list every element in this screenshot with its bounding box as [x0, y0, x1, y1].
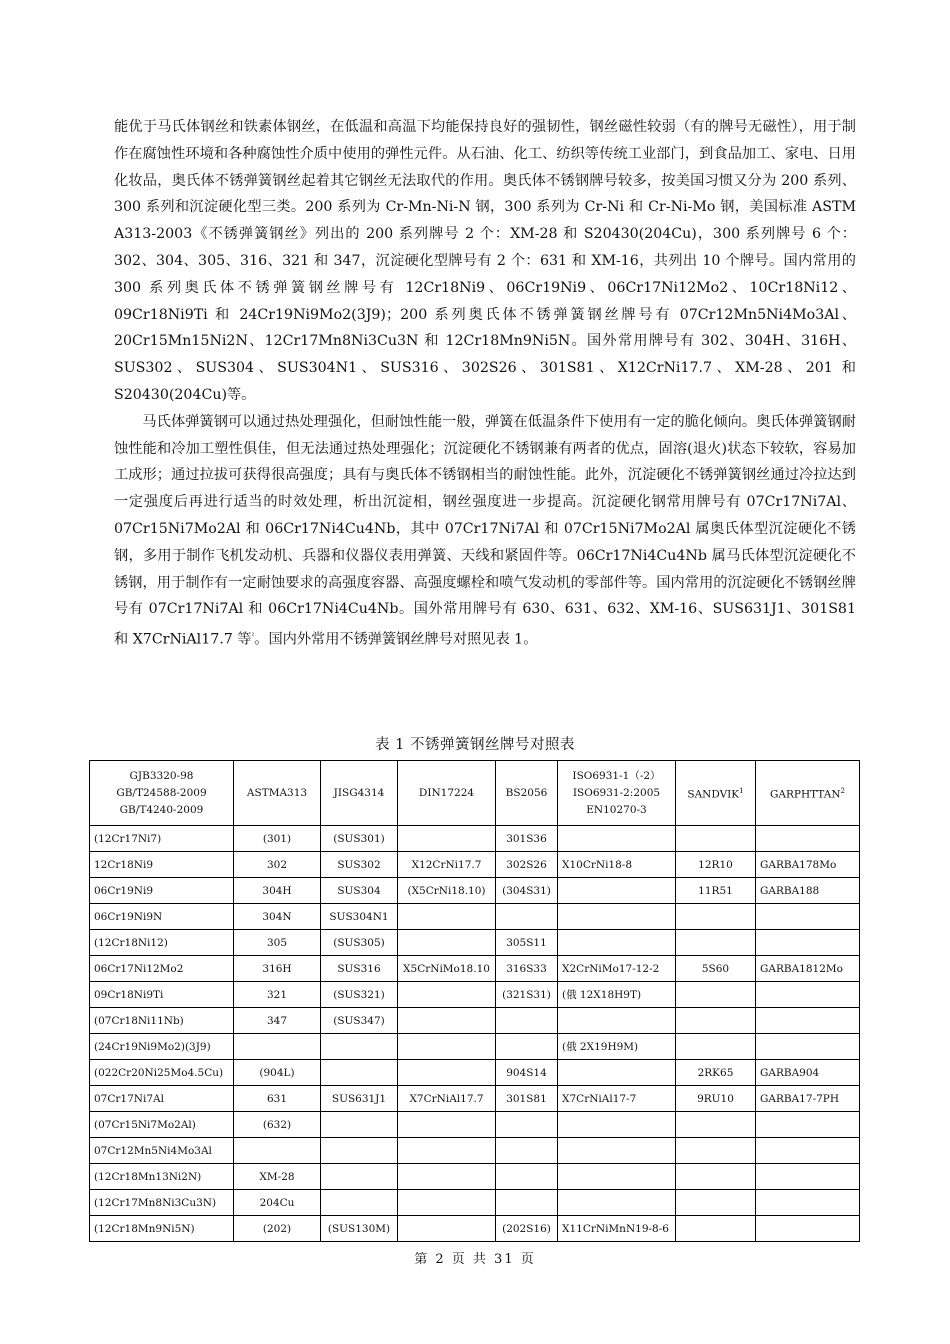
- table-cell: (SUS347): [321, 1008, 398, 1034]
- table-cell: 316H: [234, 956, 321, 982]
- table-cell: [558, 904, 676, 930]
- table-cell: [756, 1112, 860, 1138]
- table-cell: [756, 982, 860, 1008]
- table-cell: [398, 1164, 496, 1190]
- table-cell: XM-28: [234, 1164, 321, 1190]
- table-row: [90, 1190, 860, 1216]
- table-caption: 表 1 不锈弹簧钢丝牌号对照表: [375, 737, 575, 753]
- table-cell: [676, 1190, 756, 1216]
- table-cell: [321, 1138, 398, 1164]
- table-cell: 631: [234, 1086, 321, 1112]
- column-header: [90, 761, 234, 826]
- table-cell: (202S16): [496, 1216, 558, 1242]
- column-header: [398, 761, 496, 826]
- table-cell: (904L): [234, 1060, 321, 1086]
- table-cell: (SUS130M): [321, 1216, 398, 1242]
- table-row: [90, 982, 860, 1008]
- table-cell: 2RK65: [676, 1060, 756, 1086]
- table-cell: [234, 1034, 321, 1060]
- paragraph-austenitic: 能优于马氏体钢丝和铁素体钢丝，在低温和高温下均能保持良好的强韧性，钢丝磁性较弱（有的牌号无磁性），用于制作在腐蚀性环境和各种腐蚀性介质中使用的弹性元件。从石油、化工、纺织等传统工业部门，到食品加工、家电、日用化妆品，奥氏体不锈弹簧钢丝起着其它钢丝无法取代的作用。奥氏体不锈钢牌号较多，按美国习惯又分为 200 系列、300 系列和沉淀硬化型三类。200 系列为 Cr-Mn-Ni-N 钢，300 系列为 Cr-Ni 和 Cr-Ni-Mo 钢，美国标准 ASTM A313-2003《不锈弹簧钢丝》列出的 200 系列牌号 2 个：XM-28 和 S20430(204Cu)，300 系列牌号 6 个：302、304、305、316、321 和 347，沉淀硬化型牌号有 2 个：631 和 XM-16，共列出 10 个牌号。国内常用的 300 系列奥氏体不锈弹簧钢丝牌号有 12Cr18Ni9、06Cr19Ni9、06Cr17Ni12Mo2、10Cr18Ni12、09Cr18Ni9Ti 和 24Cr19Ni9Mo2(3J9)；200 系列奥氏体不锈弹簧钢丝牌号有 07Cr12Mn5Ni4Mo3Al、20Cr15Mn15Ni2N、12Cr17Mn8Ni3Cu3N 和 12Cr18Mn9Ni5N。国外常用牌号有 302、304H、316H、SUS302、SUS304、SUS304N1、SUS316、302S26、301S81、X12CrNi17.7、XM-28、201 和 S20430(204Cu)等。: [114, 119, 856, 403]
- table-cell: (301): [234, 826, 321, 852]
- column-header-line: ISO6931-2:2005: [572, 786, 661, 799]
- table-cell: (俄 2X19H9M): [558, 1034, 676, 1060]
- column-header-line: ASTMA313: [246, 786, 308, 799]
- table-row: [90, 826, 860, 852]
- header-footnote-ref: 2: [840, 786, 845, 795]
- table-row: [90, 1034, 860, 1060]
- paragraph-precipitation: [114, 409, 856, 654]
- column-header-line: JISG4314: [333, 786, 385, 799]
- table-cell: (SUS321): [321, 982, 398, 1008]
- table-cell: 06Cr17Ni12Mo2: [90, 956, 234, 982]
- table-cell: [398, 930, 496, 956]
- table-cell: [496, 1190, 558, 1216]
- column-header-line: GJB3320-98: [129, 769, 194, 782]
- table-cell: (24Cr19Ni9Mo2)(3J9): [90, 1034, 234, 1060]
- table-cell: [676, 1138, 756, 1164]
- body-text: [114, 114, 856, 654]
- table-body: [90, 826, 860, 1242]
- table-cell: [496, 904, 558, 930]
- table-cell: SUS631J1: [321, 1086, 398, 1112]
- footnote-ref: ²: [251, 632, 255, 641]
- paragraph-precipitation-text: 马氏体弹簧钢可以通过热处理强化，但耐蚀性能一般，弹簧在低温条件下使用有一定的脆化倾向。奥氏体弹簧钢耐蚀性能和冷加工塑性俱佳，但无法通过热处理强化；沉淀硬化不锈钢兼有两者的优点，固溶(退火)状态下较软，容易加工成形；通过拉拔可获得很高强度；具有与奥氏体不锈钢相当的耐蚀性能。此外，沉淀硬化不锈弹簧钢丝通过冷拉达到一定强度后再进行适当的时效处理，析出沉淀相，钢丝强度进一步提高。沉淀硬化钢常用牌号有 07Cr17Ni7Al、07Cr15Ni7Mo2Al 和 06Cr17Ni4Cu4Nb，其中 07Cr17Ni7Al 和 07Cr15Ni7Mo2Al 属奥氏体型沉淀硬化不锈钢，多用于制作飞机发动机、兵器和仪器仪表用弹簧、天线和紧固件等。06Cr17Ni4Cu4Nb 属马氏体型沉淀硬化不锈钢，用于制作有一定耐蚀要求的高强度容器、高强度螺栓和喷气发动机的零部件等。国内常用的沉淀硬化不锈钢丝牌号有 07Cr17Ni7Al 和 06Cr17Ni4Cu4Nb。国外常用牌号有 630、631、632、XM-16、SUS631J1、301S81 和 X7CrNiAl17.7 等: [114, 413, 856, 648]
- table-cell: [558, 826, 676, 852]
- table-cell: 204Cu: [234, 1190, 321, 1216]
- table-cell: [676, 1164, 756, 1190]
- table-cell: [676, 1008, 756, 1034]
- table-cell: (X5CrNi18.10): [398, 878, 496, 904]
- column-header: [676, 761, 756, 826]
- table-cell: [756, 1138, 860, 1164]
- table-cell: (12Cr17Ni7): [90, 826, 234, 852]
- table-cell: 304H: [234, 878, 321, 904]
- table-cell: (SUS301): [321, 826, 398, 852]
- table-cell: 09Cr18Ni9Ti: [90, 982, 234, 1008]
- header-footnote-ref: 1: [739, 786, 744, 795]
- column-header: [496, 761, 558, 826]
- table-cell: 316S33: [496, 956, 558, 982]
- table-cell: [398, 1008, 496, 1034]
- table-cell: 07Cr12Mn5Ni4Mo3Al: [90, 1138, 234, 1164]
- column-header: [756, 761, 860, 826]
- table-cell: (304S31): [496, 878, 558, 904]
- table-cell: SUS316: [321, 956, 398, 982]
- table-cell: [398, 1216, 496, 1242]
- table-row: [90, 930, 860, 956]
- table-cell: [676, 982, 756, 1008]
- grade-comparison-table: [89, 760, 860, 1242]
- table-cell: 12R10: [676, 852, 756, 878]
- table-cell: X2CrNiMo17-12-2: [558, 956, 676, 982]
- table-cell: [496, 1112, 558, 1138]
- table-cell: [496, 1164, 558, 1190]
- column-header-line: ISO6931-1（-2）: [572, 769, 661, 782]
- column-header-line: GARPHTTAN: [770, 788, 841, 801]
- table-cell: 9RU10: [676, 1086, 756, 1112]
- table-row: [90, 878, 860, 904]
- table-cell: 305S11: [496, 930, 558, 956]
- table-cell: (12Cr18Mn13Ni2N): [90, 1164, 234, 1190]
- table-cell: [558, 1190, 676, 1216]
- table-cell: SUS304: [321, 878, 398, 904]
- table-cell: [398, 1138, 496, 1164]
- column-header-line: BS2056: [505, 786, 548, 799]
- table-cell: [676, 826, 756, 852]
- table-cell: (202): [234, 1216, 321, 1242]
- table-cell: [398, 1034, 496, 1060]
- table-cell: X7CrNiAl17.7: [398, 1086, 496, 1112]
- table-cell: (12Cr18Ni12): [90, 930, 234, 956]
- table-row: [90, 1112, 860, 1138]
- table-cell: (022Cr20Ni25Mo4.5Cu): [90, 1060, 234, 1086]
- table-cell: [321, 1034, 398, 1060]
- table-cell: (321S31): [496, 982, 558, 1008]
- table-cell: [676, 1034, 756, 1060]
- table-cell: [321, 1190, 398, 1216]
- table-cell: [321, 1112, 398, 1138]
- column-header-line: SANDVIK: [687, 788, 740, 801]
- table-row: [90, 1216, 860, 1242]
- table-cell: [558, 930, 676, 956]
- table-cell: [398, 904, 496, 930]
- table-cell: GARBA178Mo: [756, 852, 860, 878]
- table-cell: [756, 930, 860, 956]
- table-cell: [558, 1008, 676, 1034]
- table-cell: [321, 1060, 398, 1086]
- table-cell: GARBA17-7PH: [756, 1086, 860, 1112]
- table-cell: (12Cr17Mn8Ni3Cu3N): [90, 1190, 234, 1216]
- column-header: [234, 761, 321, 826]
- table-cell: 07Cr17Ni7Al: [90, 1086, 234, 1112]
- table-row: [90, 1060, 860, 1086]
- table-cell: 5S60: [676, 956, 756, 982]
- table-row: [90, 1138, 860, 1164]
- table-cell: X5CrNiMo18.10: [398, 956, 496, 982]
- table-cell: 304N: [234, 904, 321, 930]
- table-row: [90, 956, 860, 982]
- table-cell: 06Cr19Ni9N: [90, 904, 234, 930]
- table-cell: 301S36: [496, 826, 558, 852]
- column-header-line: EN10270-3: [586, 803, 647, 816]
- table-cell: GARBA1812Mo: [756, 956, 860, 982]
- table-cell: [756, 1190, 860, 1216]
- table-cell: [398, 1060, 496, 1086]
- table-cell: [398, 1190, 496, 1216]
- table-cell: 12Cr18Ni9: [90, 852, 234, 878]
- table-cell: [558, 1112, 676, 1138]
- table-cell: 11R51: [676, 878, 756, 904]
- table-cell: SUS302: [321, 852, 398, 878]
- table-cell: SUS304N1: [321, 904, 398, 930]
- table-cell: [676, 930, 756, 956]
- paragraph-precipitation-tail: 。国内外常用不锈弹簧钢丝牌号对照见表 1。: [254, 631, 538, 648]
- table-cell: [321, 1164, 398, 1190]
- table-cell: X10CrNi18-8: [558, 852, 676, 878]
- table-cell: X7CrNiAl17-7: [558, 1086, 676, 1112]
- table-cell: [756, 904, 860, 930]
- table-cell: (632): [234, 1112, 321, 1138]
- table-header-row: [90, 761, 860, 826]
- table-cell: (俄 12X18H9T): [558, 982, 676, 1008]
- column-header-line: GB/T24588-2009: [116, 786, 207, 799]
- table-row: [90, 1086, 860, 1112]
- table-cell: [398, 826, 496, 852]
- table-cell: (07Cr18Ni11Nb): [90, 1008, 234, 1034]
- page-footer: 第 2 页 共 31 页: [414, 1252, 536, 1267]
- table-cell: (SUS305): [321, 930, 398, 956]
- column-header: [321, 761, 398, 826]
- table-cell: [756, 1034, 860, 1060]
- table-cell: X12CrNi17.7: [398, 852, 496, 878]
- table-cell: [398, 982, 496, 1008]
- column-header-line: DIN17224: [418, 786, 475, 799]
- table-cell: 301S81: [496, 1086, 558, 1112]
- table-cell: [756, 1164, 860, 1190]
- table-cell: 302: [234, 852, 321, 878]
- table-row: [90, 904, 860, 930]
- table-cell: (07Cr15Ni7Mo2Al): [90, 1112, 234, 1138]
- table-cell: 904S14: [496, 1060, 558, 1086]
- column-header-line: GB/T4240-2009: [119, 803, 204, 816]
- table-cell: [756, 1216, 860, 1242]
- table-cell: 321: [234, 982, 321, 1008]
- table-cell: (12Cr18Mn9Ni5N): [90, 1216, 234, 1242]
- table-cell: [756, 1008, 860, 1034]
- table-cell: 06Cr19Ni9: [90, 878, 234, 904]
- column-header: [558, 761, 676, 826]
- table-cell: X11CrNiMnN19-8-6: [558, 1216, 676, 1242]
- table-cell: [496, 1008, 558, 1034]
- table-row: [90, 852, 860, 878]
- table-cell: [234, 1138, 321, 1164]
- table-cell: 347: [234, 1008, 321, 1034]
- table-cell: [398, 1112, 496, 1138]
- table-cell: 305: [234, 930, 321, 956]
- table-cell: [558, 1164, 676, 1190]
- table-cell: [558, 1138, 676, 1164]
- table-cell: 302S26: [496, 852, 558, 878]
- table-cell: [558, 878, 676, 904]
- table-cell: [676, 1216, 756, 1242]
- table-cell: GARBA904: [756, 1060, 860, 1086]
- table-row: [90, 1164, 860, 1190]
- table-cell: [676, 904, 756, 930]
- table-cell: [756, 826, 860, 852]
- table-cell: [496, 1138, 558, 1164]
- table-cell: [558, 1060, 676, 1086]
- table-cell: [676, 1112, 756, 1138]
- table-row: [90, 1008, 860, 1034]
- table-cell: [496, 1034, 558, 1060]
- table-cell: GARBA188: [756, 878, 860, 904]
